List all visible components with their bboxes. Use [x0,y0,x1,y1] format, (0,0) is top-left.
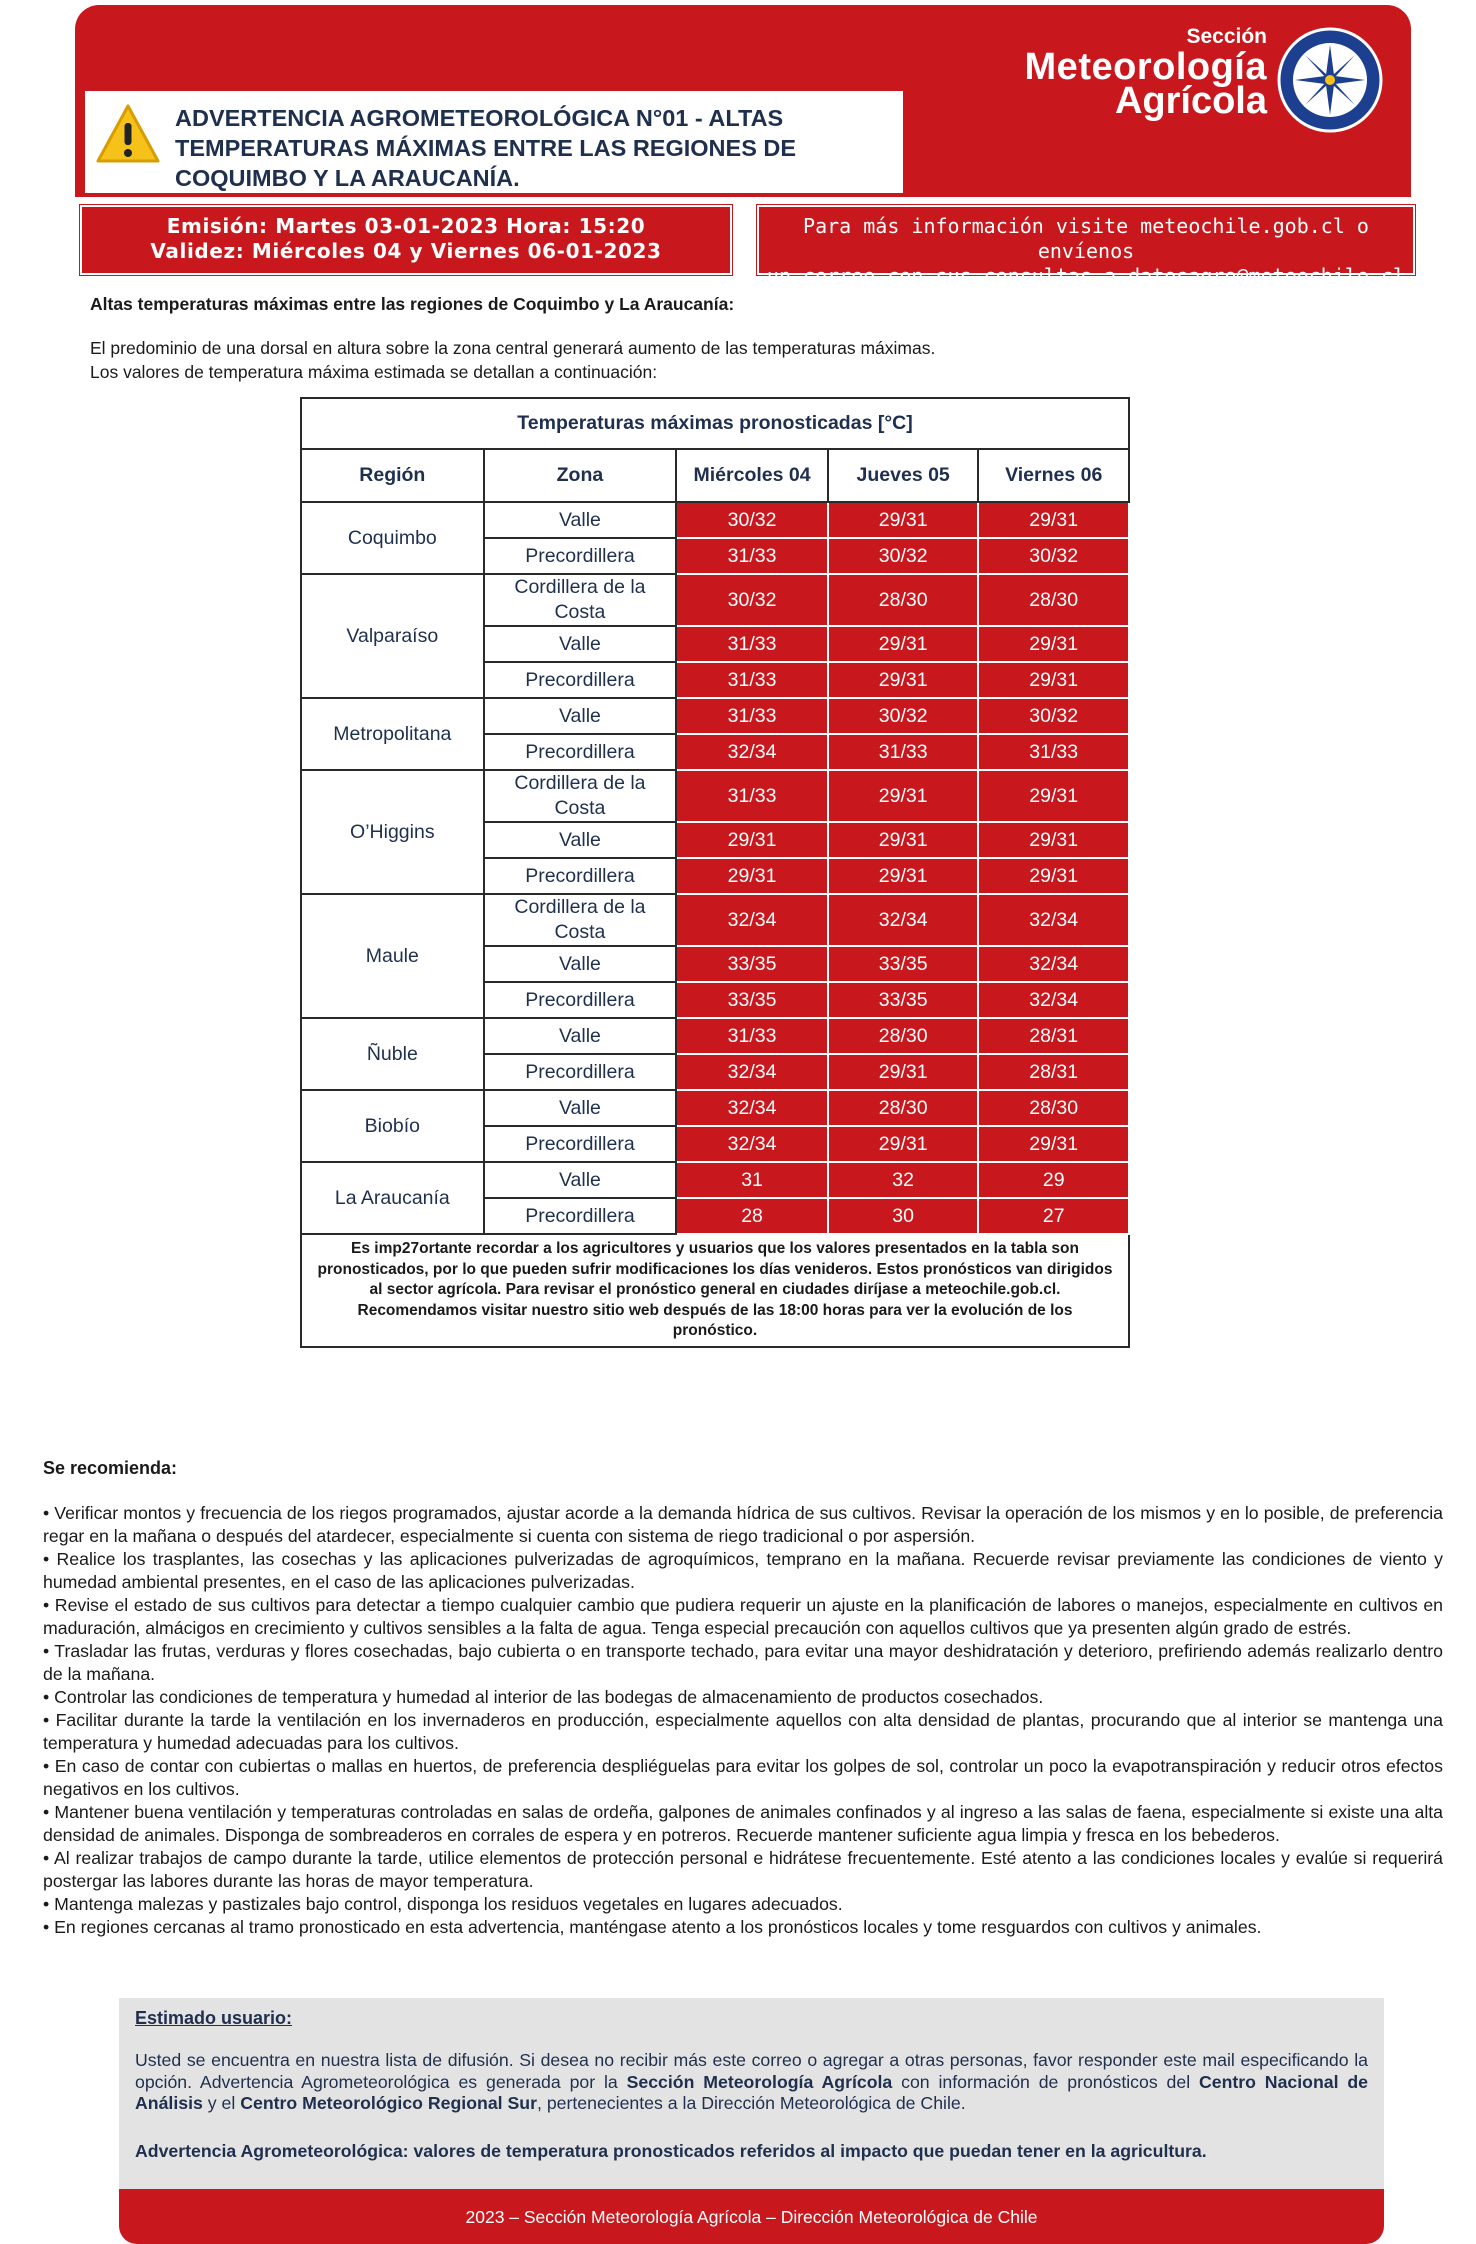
emission-line: Emisión: Martes 03-01-2023 Hora: 15:20 [166,214,646,238]
temperature-value: 29/31 [978,770,1129,822]
footer-body [135,2050,1368,2115]
table-disclaimer: Es imp27ortante recordar a los agricultores y usuarios que los valores presentados en la tabla son pronosticados, por lo que pueden sufrir modificaciones los días venideros. Estos pronósticos van dirigidos al sector agrícola. Para revisar el pronóstico general en ciudades diríjase a meteochile.gob.cl. Recomendamos visitar nuestro sitio web después de las 18:00 horas para ver la evolución de los pronóstico. [301,1234,1129,1347]
footer-text: Usted se encuentra en nuestra lista de difusión. Si desea no recibir más este correo o agregar a otras personas, favor responder este mail especificando la opción. Advertencia Agrometeorológica es generada por la [135,2050,1368,2092]
page-title: ADVERTENCIA AGROMETEOROLÓGICA N°01 - ALTAS TEMPERATURAS MÁXIMAS ENTRE LAS REGIONES DE COQUIMBO Y LA ARAUCANÍA. [175,105,797,191]
recommendations-list [43,1502,1443,1939]
recommendation-item: • Realice los trasplantes, las cosechas y las aplicaciones pulverizadas de agroquímicos, temprano en la mañana. Recuerde revisar previamente las condiciones de viento y humedad ambiental presentes, en el caso de las aplicaciones pulverizadas. [43,1549,1443,1592]
zone-cell: Valle [484,946,677,982]
temperature-value: 30/32 [676,502,828,538]
temperature-value: 28/30 [828,574,979,626]
temperature-value: 29/31 [978,626,1129,662]
temperature-value: 32/34 [676,1054,828,1090]
table-body [301,502,1129,1234]
header-day-3: Viernes 06 [978,449,1129,502]
temperature-value: 29/31 [828,858,979,894]
table-row [301,698,1129,734]
header-region: Región [301,449,484,502]
zone-cell: Cordillera de la Costa [484,770,677,822]
temperature-value: 28/30 [978,1090,1129,1126]
footer-bold-centro-nacional: Centro Nacional de Análisis [135,2071,1368,2113]
recommendation-item: • Trasladar las frutas, verduras y flores cosechadas, bajo cubierta o en transporte techado, para evitar una mayor deshidratación y deterioro, prefiriendo además realizarlo dentro de la mañana. [43,1641,1443,1684]
temperature-value: 28 [676,1198,828,1234]
recommendation-item: • Al realizar trabajos de campo durante la tarde, utilice elementos de protección personal e hidrátese frecuentemente. Esté atento a las condiciones locales y evalúe si requerirá postergar las labores durante las horas de mayor temperatura. [43,1848,1443,1891]
title-box [85,91,903,193]
temperature-value: 32/34 [828,894,979,946]
temperature-value: 30/32 [828,538,979,574]
table-row [301,1162,1129,1198]
temperature-value: 32 [828,1162,979,1198]
footer-bar [119,2189,1384,2244]
temperature-value: 28/30 [978,574,1129,626]
meteochile-seal-icon [1277,27,1383,133]
zone-cell: Valle [484,502,677,538]
region-cell: Coquimbo [301,502,484,574]
emission-bar [80,205,732,275]
temperature-value: 30 [828,1198,979,1234]
region-cell: Valparaíso [301,574,484,698]
zone-cell: Precordillera [484,734,677,770]
temperature-value: 31 [676,1162,828,1198]
header-zona: Zona [484,449,677,502]
temperature-value: 29/31 [828,662,979,698]
temperature-value: 30/32 [978,698,1129,734]
brand-seccion: Sección [1186,25,1267,48]
recommendation-item: • Mantenga malezas y pastizales bajo control, disponga los residuos vegetales en lugares adecuados. [43,1894,843,1914]
footer-bold-seccion: Sección Meteorología Agrícola [626,2071,893,2092]
table-caption: Temperaturas máximas pronosticadas [°C] [301,398,1129,449]
more-info-bar [757,205,1415,288]
temperature-value: 30/32 [676,574,828,626]
temperature-value: 28/30 [828,1090,979,1126]
temperature-value: 28/31 [978,1018,1129,1054]
warning-triangle-icon [95,103,161,165]
zone-cell: Precordillera [484,858,677,894]
temperature-value: 32/34 [676,734,828,770]
temperature-value: 30/32 [978,538,1129,574]
brand-name-line1: Meteorología [1024,46,1267,88]
temperature-value: 33/35 [676,946,828,982]
zone-cell: Precordillera [484,1198,677,1234]
temperature-value: 32/34 [978,894,1129,946]
zone-cell: Precordillera [484,982,677,1018]
table-row [301,1090,1129,1126]
temperature-value: 31/33 [676,626,828,662]
footer-text: y el [202,2093,241,2113]
temperature-value: 29/31 [978,1126,1129,1162]
zone-cell: Cordillera de la Costa [484,574,677,626]
header-banner [75,5,1411,197]
temperature-value: 33/35 [676,982,828,1018]
table-row [301,502,1129,538]
zone-cell: Valle [484,626,677,662]
region-cell: Biobío [301,1090,484,1162]
temperature-value: 33/35 [828,982,979,1018]
footer-text: , pertenecientes a la Dirección Meteorológica de Chile. [536,2093,966,2113]
temperature-value: 29/31 [978,822,1129,858]
zone-cell: Precordillera [484,1126,677,1162]
temperature-value: 31/33 [676,538,828,574]
more-info-line1: Para más información visite meteochile.gob.cl o envíenos [803,214,1369,263]
footer-bold-centro-sur: Centro Meteorológico Regional Sur [240,2093,537,2113]
temperature-value: 29/31 [828,822,979,858]
temperature-value: 31/33 [978,734,1129,770]
temperature-value: 30/32 [828,698,979,734]
temperature-value: 29/31 [828,1126,979,1162]
temperature-value: 31/33 [676,662,828,698]
recommendation-item: • Controlar las condiciones de temperatura y humedad al interior de las bodegas de almacenamiento de productos cosechados. [43,1687,1044,1707]
temperature-value: 32/34 [676,1126,828,1162]
header-day-1: Miércoles 04 [676,449,828,502]
temperature-value: 29/31 [828,626,979,662]
temperature-value: 32/34 [978,982,1129,1018]
intro-paragraph-2: Los valores de temperatura máxima estimada se detallan a continuación: [90,362,658,382]
temperature-value: 29/31 [828,1054,979,1090]
temperature-value: 29/31 [978,858,1129,894]
recommendation-item: • En regiones cercanas al tramo pronosticado en esta advertencia, manténgase atento a los pronósticos locales y tome resguardos con cultivos y animales. [43,1917,1262,1937]
region-cell: La Araucanía [301,1162,484,1234]
intro-heading: Altas temperaturas máximas entre las regiones de Coquimbo y La Araucanía: [90,294,735,314]
temperature-value: 28/30 [828,1018,979,1054]
forecast-table [300,397,1130,1348]
more-info-line2[interactable]: un correo con sus consultas a datosagro@meteochile.cl [766,264,1406,288]
region-cell: Metropolitana [301,698,484,770]
intro-paragraph-1: El predominio de una dorsal en altura sobre la zona central generará aumento de las temperaturas máximas. [90,338,936,358]
table-row [301,1018,1129,1054]
recommendation-item: • Mantener buena ventilación y temperaturas controladas en salas de ordeña, galpones de animales confinados y al ingreso a las salas de faena, especialmente si existe una alta densidad de animales. Disponga de sombreaderos en corrales de espera y en potreros. Recuerde mantener suficiente agua limpia y fresca en los bebederos. [43,1802,1443,1845]
region-cell: Ñuble [301,1018,484,1090]
table-row [301,574,1129,626]
temperature-value: 32/34 [676,894,828,946]
zone-cell: Valle [484,698,677,734]
temperature-value: 29 [978,1162,1129,1198]
temperature-value: 33/35 [828,946,979,982]
brand-logo [1024,19,1387,131]
temperature-value: 31/33 [676,770,828,822]
table-row [301,770,1129,822]
zone-cell: Valle [484,1090,677,1126]
temperature-value: 29/31 [828,770,979,822]
temperature-value: 31/33 [676,698,828,734]
temperature-value: 28/31 [978,1054,1129,1090]
footer-copyright: 2023 – Sección Meteorología Agrícola – Dirección Meteorológica de Chile [465,2207,1038,2227]
recommendation-item: • Verificar montos y frecuencia de los riegos programados, ajustar acorde a la demanda hídrica de sus cultivos. Revisar la operación de los mismos y en lo posible, de preferencia regar en la mañana o después del atardecer, especialmente si cuenta con sistema de riego tradicional o por aspersión. [43,1503,1443,1546]
recommendation-item: • Revise el estado de sus cultivos para detectar a tiempo cualquier cambio que pudiera requerir un ajuste en la planificación de labores o manejos, especialmente en cultivos en maduración, almácigos en crecimiento y cultivos sensibles a la falta de agua. Tenga especial precaución con aquellos cultivos que ya presenten algún grado de estrés. [43,1595,1443,1638]
zone-cell: Precordillera [484,662,677,698]
zone-cell: Precordillera [484,1054,677,1090]
zone-cell: Valle [484,1018,677,1054]
temperature-value: 29/31 [978,502,1129,538]
footer-text: con información de pronósticos del [892,2071,1199,2092]
zone-cell: Valle [484,822,677,858]
footer-heading: Estimado usuario: [135,2008,293,2028]
zone-cell: Valle [484,1162,677,1198]
temperature-value: 29/31 [676,822,828,858]
temperature-value: 29/31 [978,662,1129,698]
zone-cell: Cordillera de la Costa [484,894,677,946]
footer-notice [119,1998,1384,2208]
recommendation-item: • En caso de contar con cubiertas o mallas en huertos, de preferencia despliéguelas para evitar los golpes de sol, controlar un poco la evapotranspiración y reducir otros efectos negativos en los cultivos. [43,1756,1443,1799]
temperature-value: 27 [978,1198,1129,1234]
recommendation-item: • Facilitar durante la tarde la ventilación en los invernaderos en producción, especialmente aquellos con alta densidad de plantas, procurando que al interior se mantenga una temperatura y humedad adecuadas para los cultivos. [43,1710,1443,1753]
temperature-value: 31/33 [828,734,979,770]
header-day-2: Jueves 05 [828,449,979,502]
table-row [301,894,1129,946]
region-cell: O’Higgins [301,770,484,894]
temperature-value: 29/31 [676,858,828,894]
temperature-value: 29/31 [828,502,979,538]
temperature-value: 32/34 [978,946,1129,982]
validity-line: Validez: Miércoles 04 y Viernes 06-01-2023 [150,239,662,263]
footer-note: Advertencia Agrometeorológica: valores de temperatura pronosticados referidos al impacto que puedan tener en la agricultura. [135,2141,1207,2161]
temperature-value: 32/34 [676,1090,828,1126]
region-cell: Maule [301,894,484,1018]
zone-cell: Precordillera [484,538,677,574]
recommendations-heading: Se recomienda: [43,1458,178,1478]
temperature-value: 31/33 [676,1018,828,1054]
brand-name-line2: Agrícola [1114,80,1267,122]
